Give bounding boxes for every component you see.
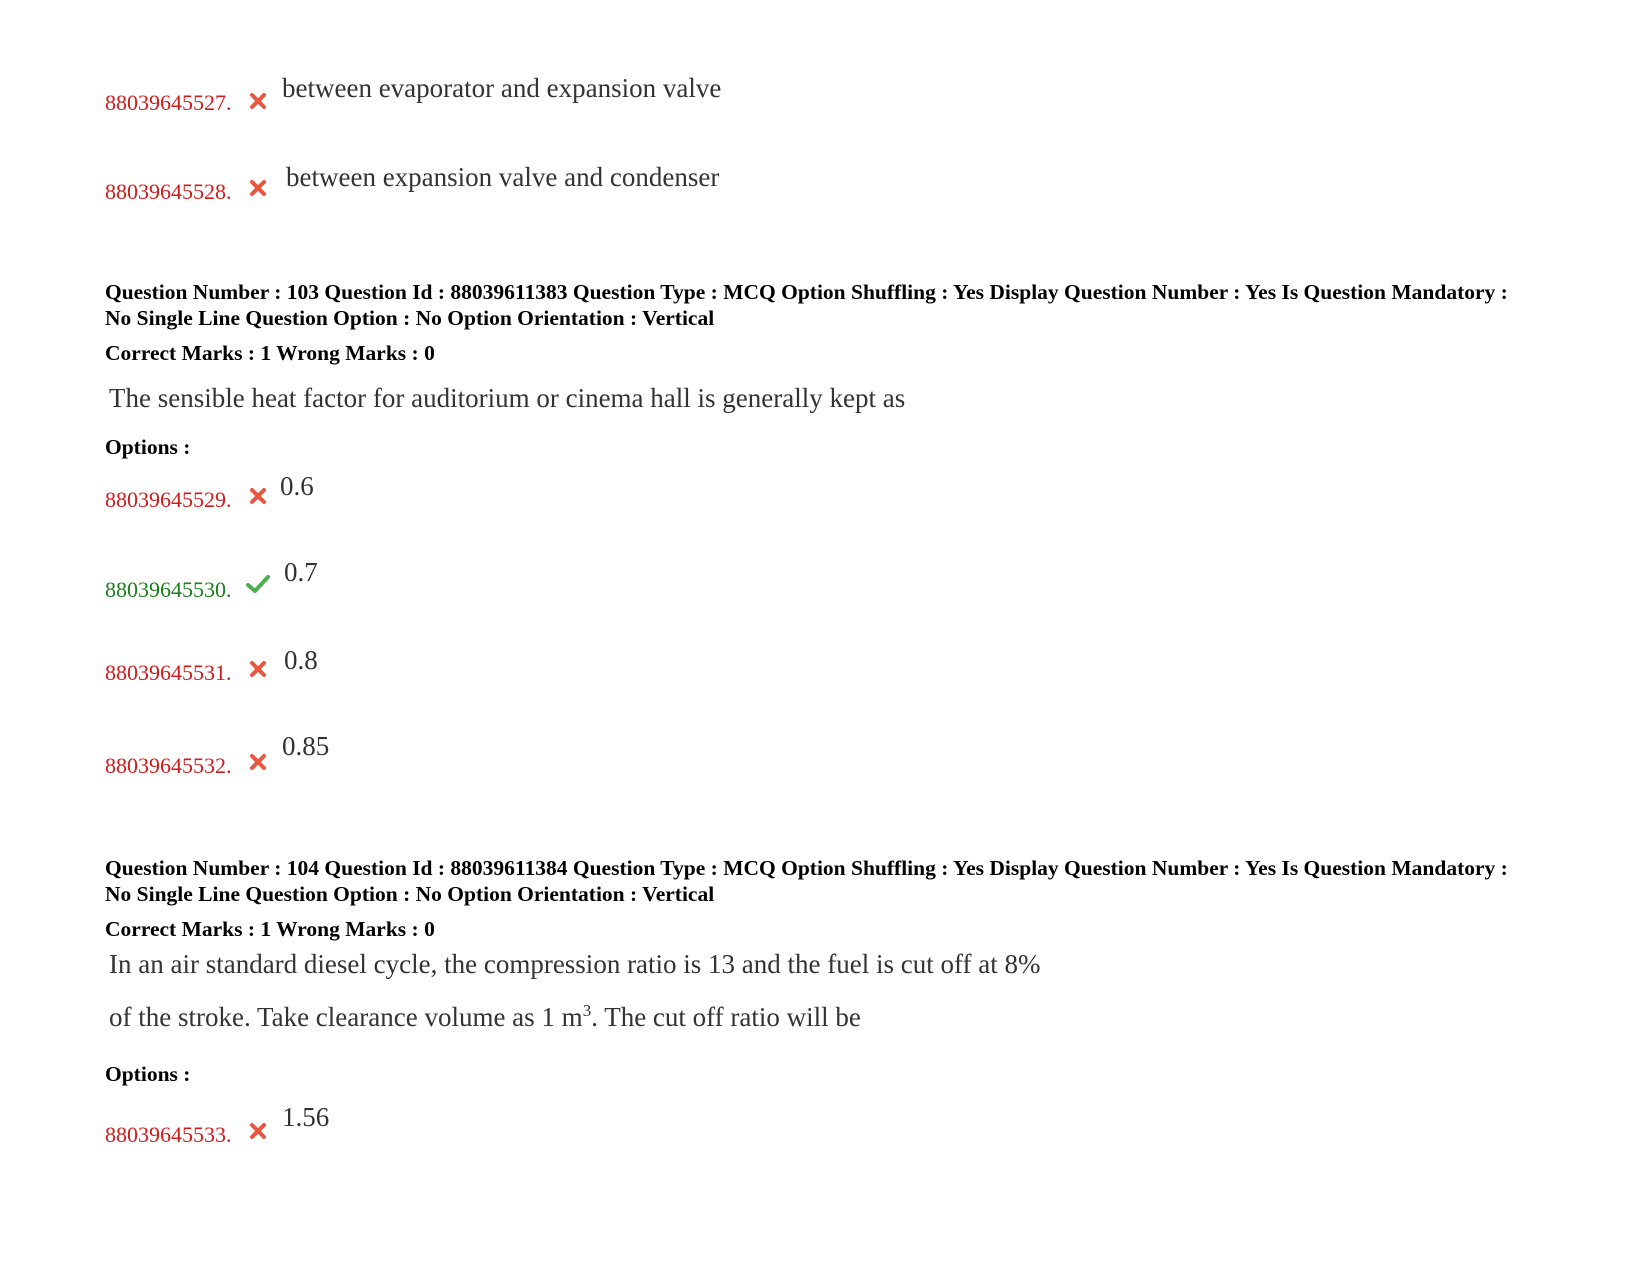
question-text-part: . The cut off ratio will be: [591, 1002, 861, 1032]
question-marks: Correct Marks : 1 Wrong Marks : 0: [105, 917, 435, 941]
question-marks: Correct Marks : 1 Wrong Marks : 0: [105, 341, 435, 365]
question-text-line-2: [109, 1002, 861, 1031]
cross-icon: [249, 660, 267, 678]
superscript: 3: [582, 1001, 592, 1020]
option-text: 0.8: [284, 645, 318, 675]
options-label: Options :: [105, 435, 191, 459]
cross-icon: [249, 92, 267, 110]
cross-icon: [249, 753, 267, 771]
cross-icon: [249, 179, 267, 197]
option-id: 88039645527.: [105, 90, 232, 115]
option-id: 88039645533.: [105, 1122, 232, 1147]
option-id: 88039645532.: [105, 753, 232, 778]
option-id: 88039645530.: [105, 577, 232, 602]
options-label: Options :: [105, 1062, 191, 1086]
cross-icon: [249, 487, 267, 505]
option-id: 88039645529.: [105, 487, 232, 512]
option-text: between expansion valve and condenser: [286, 162, 720, 192]
question-text-line-1: In an air standard diesel cycle, the compression ratio is 13 and the fuel is cut off at 8%: [109, 949, 1041, 979]
option-id: 88039645531.: [105, 660, 232, 685]
question-meta: Question Number : 104 Question Id : 88039611384 Question Type : MCQ Option Shuffling : Yes Display Question Number : Yes Is Question Mandatory : No Single Line Question Option : No Option Orientation : Vertical: [105, 856, 1508, 906]
question-meta: Question Number : 103 Question Id : 88039611383 Question Type : MCQ Option Shuffling : Yes Display Question Number : Yes Is Question Mandatory : No Single Line Question Option : No Option Orientation : Vertical: [105, 280, 1508, 330]
option-text: 1.56: [282, 1102, 330, 1132]
cross-icon: [249, 1122, 267, 1140]
option-text: 0.85: [282, 731, 330, 761]
option-text: 0.7: [284, 557, 318, 587]
option-id: 88039645528.: [105, 179, 232, 204]
option-text: between evaporator and expansion valve: [282, 73, 722, 103]
question-text-part: of the stroke. Take clearance volume as 1 m: [109, 1002, 583, 1032]
question-text: The sensible heat factor for auditorium or cinema hall is generally kept as: [109, 383, 906, 413]
option-text: 0.6: [280, 471, 314, 501]
check-icon: [246, 574, 270, 594]
